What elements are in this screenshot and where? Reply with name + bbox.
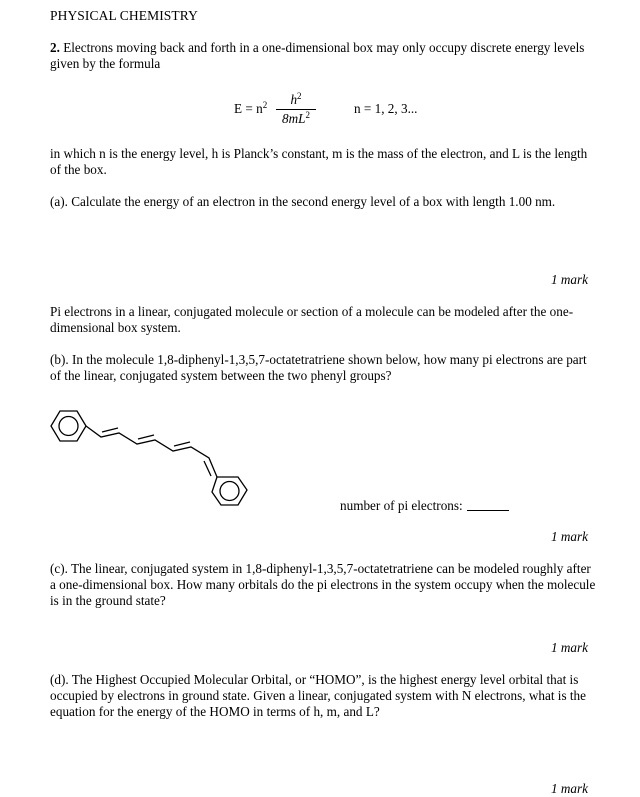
pi-electrons-label: number of pi electrons: [340, 498, 463, 513]
formula-denominator: $8mL^2$ [282, 110, 310, 126]
double-bond-4 [204, 461, 211, 476]
energy-formula [234, 92, 454, 132]
question-intro [50, 40, 598, 72]
pi-electrons-answer-line [340, 498, 509, 514]
double-bond-1 [102, 428, 118, 432]
right-phenyl-ring [212, 477, 247, 505]
part-c-mark: 1 mark [551, 640, 588, 655]
part-b-question: (b). In the molecule 1,8-diphenyl-1,3,5,7-octatetratriene shown below, how many pi electrons are part of the linear, conjugated system between the two phenyl groups? [50, 352, 587, 383]
part-a-question: (a). Calculate the energy of an electron in the second energy level of a box with length 1.00 nm. [50, 194, 556, 209]
formula-fraction [276, 92, 316, 127]
pi-electrons-intro: Pi electrons in a linear, conjugated molecule or section of a molecule can be modeled after the one-dimensional box system. [50, 304, 574, 335]
question-number: 2. [50, 40, 60, 55]
left-phenyl-ring [51, 411, 86, 441]
page-header: PHYSICAL CHEMISTRY [50, 8, 198, 23]
formula-definition: in which n is the energy level, h is Planck’s constant, m is the mass of the electron, and L is the length of the box. [50, 146, 588, 177]
double-bond-2 [138, 435, 154, 439]
question-intro-text: Electrons moving back and forth in a one-dimensional box may only occupy discrete energy levels given by the formula [50, 40, 585, 71]
part-c-question: (c). The linear, conjugated system in 1,8-diphenyl-1,3,5,7-octatetratriene can be modeled roughly after a one-dimensional box. How many orbitals do the pi electrons in the system occupy when the molecule is in the ground state? [50, 561, 596, 608]
part-b-mark: 1 mark [551, 529, 588, 544]
formula-lhs: $E = n^2$ [234, 100, 268, 116]
right-ring-aromatic-circle [220, 482, 239, 501]
double-bond-3 [174, 442, 190, 446]
octatetraene-chain [86, 426, 217, 477]
part-d-mark: 1 mark [551, 781, 588, 796]
formula-condition: n = 1, 2, 3... [354, 101, 418, 116]
part-d-question: (d). The Highest Occupied Molecular Orbital, or “HOMO”, is the highest energy level orbital that is occupied by electrons in ground state. Given a linear, conjugated system with N electrons, what is the equation for the energy of the HOMO in terms of h, m, and L? [50, 672, 586, 719]
pi-electrons-answer-blank[interactable] [467, 498, 509, 511]
left-ring-aromatic-circle [59, 417, 78, 436]
part-a-mark: 1 mark [551, 272, 588, 287]
formula-numerator: $h^2$ [276, 92, 316, 110]
